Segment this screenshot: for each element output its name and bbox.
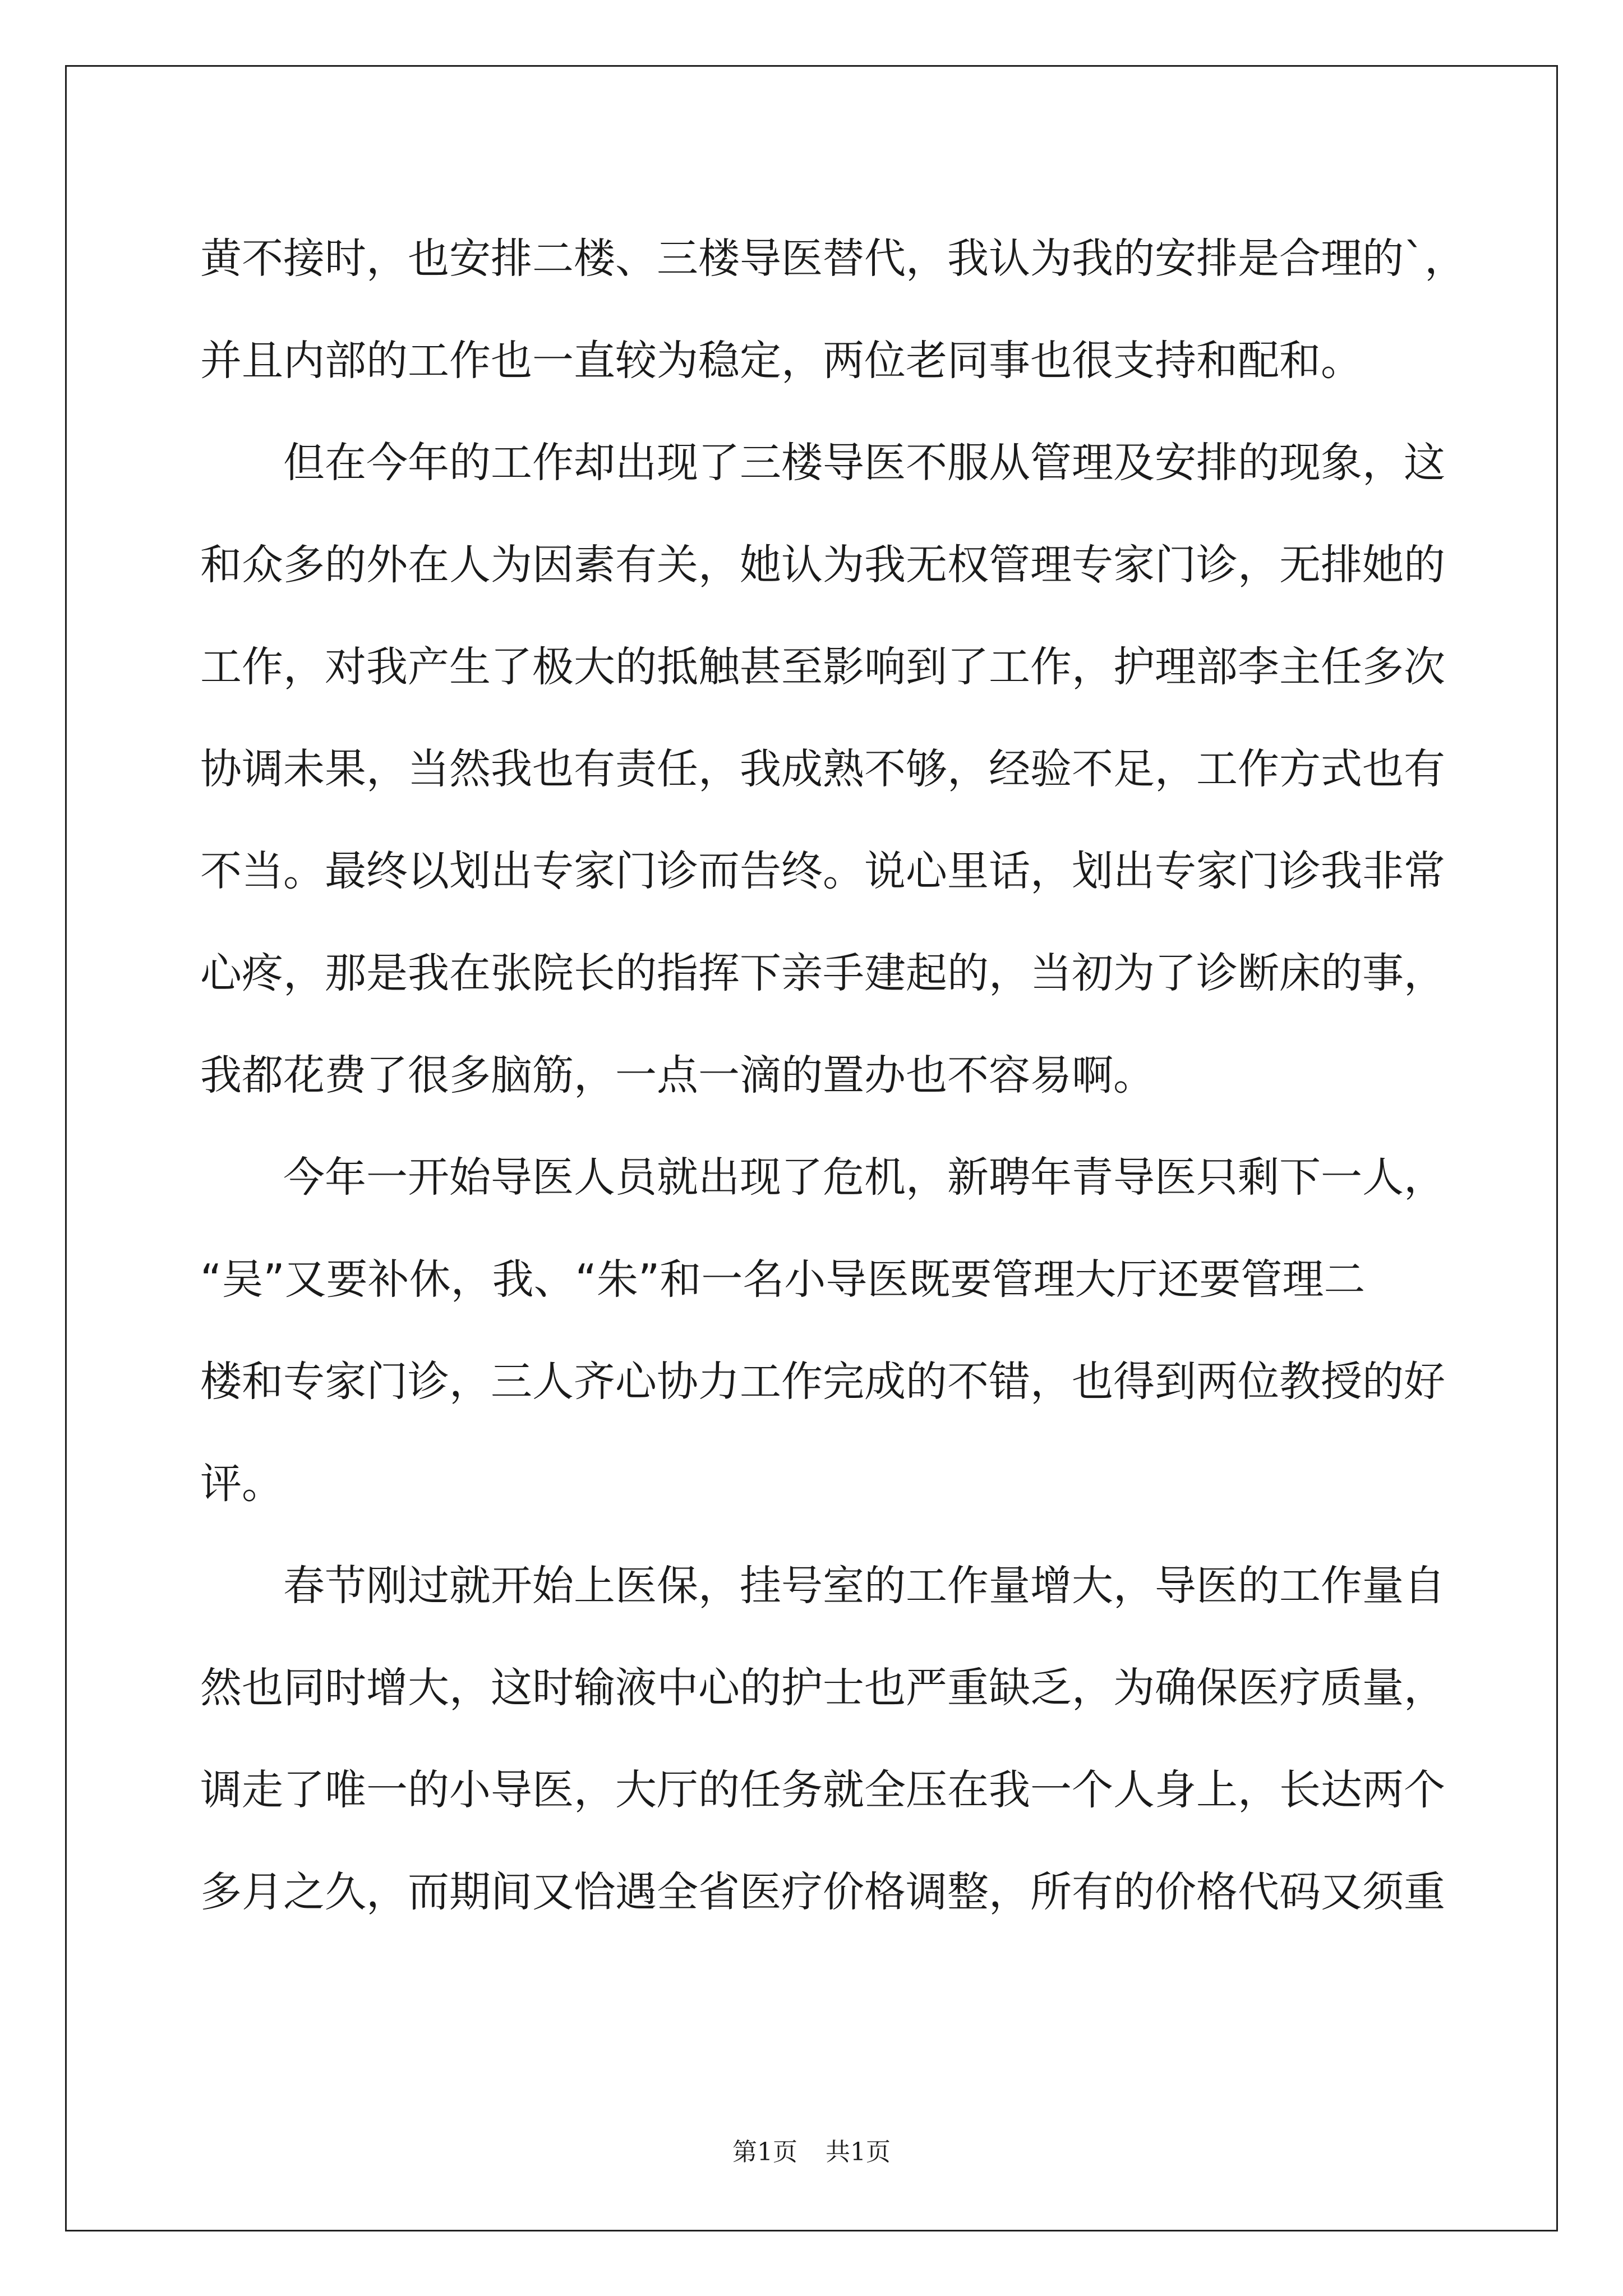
page-number: 第1页 xyxy=(732,2138,797,2166)
text-line: 协调未果，当然我也有责任，我成熟不够，经验不足，工作方式也有 xyxy=(200,745,1445,793)
text-line: 调走了唯一的小导医，大厅的任务就全压在我一个人身上，长达两个 xyxy=(200,1766,1445,1814)
paragraph-start-line: 春节刚过就开始上医保，挂号室的工作量增大，导医的工作量自 xyxy=(283,1562,1445,1610)
text-line: 黄不接时，也安排二楼、三楼导医替代，我认为我的安排是合理的`， xyxy=(200,234,1466,283)
text-line: 楼和专家门诊，三人齐心协力工作完成的不错，也得到两位教授的好 xyxy=(200,1358,1445,1406)
paragraph-start-line: 今年一开始导医人员就出现了危机，新聘年青导医只剩下一人， xyxy=(283,1153,1445,1202)
text-line: “吴”又要补休，我、“朱”和一名小导医既要管理大厅还要管理二 xyxy=(200,1255,1366,1304)
text-line: 并且内部的工作也一直较为稳定，两位老同事也很支持和配和。 xyxy=(200,337,1362,385)
text-line: 心疼，那是我在张院长的指挥下亲手建起的，当初为了诊断床的事， xyxy=(200,949,1445,997)
page-footer xyxy=(0,2132,1623,2168)
text-line: 工作，对我产生了极大的抵触甚至影响到了工作，护理部李主任多次 xyxy=(200,643,1445,691)
text-line: 然也同时增大，这时输液中心的护士也严重缺乏，为确保医疗质量， xyxy=(200,1664,1445,1712)
document-body xyxy=(200,208,1466,1943)
text-line: 不当。最终以划出专家门诊而告终。说心里话，划出专家门诊我非常 xyxy=(200,847,1445,895)
page-total: 共1页 xyxy=(826,2138,891,2166)
text-line: 评。 xyxy=(200,1460,283,1508)
paragraph-start-line: 但在今年的工作却出现了三楼导医不服从管理及安排的现象，这 xyxy=(283,439,1445,487)
text-line: 多月之久，而期间又恰遇全省医疗价格调整，所有的价格代码又须重 xyxy=(200,1868,1445,1916)
text-line: 和众多的外在人为因素有关，她认为我无权管理专家门诊，无排她的 xyxy=(200,541,1445,589)
text-line: 我都花费了很多脑筋，一点一滴的置办也不容易啊。 xyxy=(200,1051,1155,1099)
